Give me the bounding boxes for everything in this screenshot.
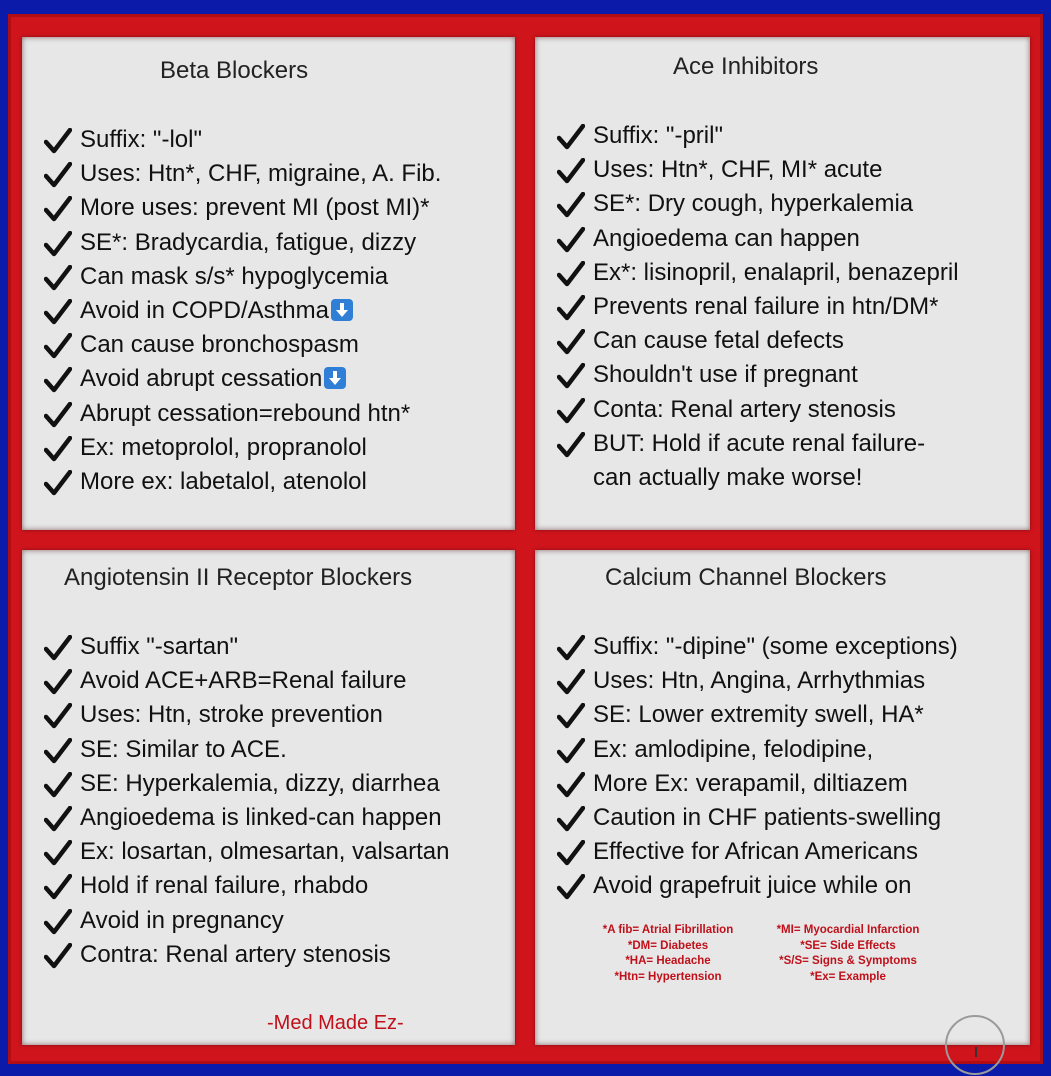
list-item xyxy=(44,123,441,157)
list-item xyxy=(557,222,959,256)
check-mark-icon xyxy=(44,806,72,832)
list-item xyxy=(557,153,959,187)
list-item-text: Angioedema is linked-can happen xyxy=(80,803,442,831)
check-mark-icon xyxy=(44,333,72,359)
check-mark-icon xyxy=(557,840,585,866)
check-mark-icon xyxy=(557,806,585,832)
list-item-text: Prevents renal failure in htn/DM* xyxy=(593,292,939,320)
list-item-text: Can cause bronchospasm xyxy=(80,331,359,359)
check-mark-icon xyxy=(44,265,72,291)
list-item-text: Ex*: lisinopril, enalapril, benazepril xyxy=(593,258,959,286)
check-mark-icon xyxy=(44,436,72,462)
check-mark-icon xyxy=(557,158,585,184)
list-item xyxy=(557,664,958,698)
check-mark-icon xyxy=(44,840,72,866)
check-mark-icon xyxy=(44,299,72,325)
list-item-text: More uses: prevent MI (post MI)* xyxy=(80,194,430,222)
list-item-text: Suffix "-sartan" xyxy=(80,633,238,660)
list-item-text: Uses: Htn, stroke prevention xyxy=(80,701,383,729)
panel-title: Angiotensin II Receptor Blockers xyxy=(64,564,413,591)
list-item xyxy=(44,465,441,499)
panel-title: Beta Blockers xyxy=(160,57,309,84)
check-mark-icon xyxy=(44,128,72,154)
list-item xyxy=(44,869,450,903)
list-item-text: Conta: Renal artery stenosis xyxy=(593,395,896,423)
list-item xyxy=(44,431,441,465)
list-item-text: Can cause fetal defects xyxy=(593,327,844,355)
list-item xyxy=(44,328,441,362)
list-item-text: Caution in CHF patients-swelling xyxy=(593,803,942,831)
list-item-text: Uses: Htn, Angina, Arrhythmias xyxy=(593,667,926,695)
list-item-text: Avoid ACE+ARB=Renal failure xyxy=(80,667,407,695)
list-item xyxy=(557,187,959,221)
panel-arb xyxy=(22,550,515,1045)
check-mark-icon xyxy=(44,738,72,764)
list-item-text: More ex: labetalol, atenolol xyxy=(80,467,367,495)
check-mark-icon xyxy=(557,192,585,218)
list-item xyxy=(44,733,450,767)
list-item xyxy=(557,358,959,392)
bullet-list xyxy=(44,123,441,499)
check-mark-icon xyxy=(557,635,585,661)
list-item xyxy=(557,393,959,427)
list-item-text: Ex: amlodipine, felodipine, xyxy=(593,735,874,763)
check-mark-icon xyxy=(44,367,72,393)
check-mark-icon xyxy=(557,124,585,150)
check-mark-icon xyxy=(44,470,72,496)
check-mark-icon xyxy=(44,943,72,969)
list-item xyxy=(44,191,441,225)
check-mark-icon xyxy=(44,669,72,695)
list-item xyxy=(557,427,959,461)
list-item xyxy=(557,733,958,767)
list-item xyxy=(557,835,958,869)
list-item xyxy=(44,904,450,938)
down-arrow-button-icon xyxy=(331,299,353,321)
list-item xyxy=(44,938,450,972)
abbreviation-legend-left xyxy=(593,923,743,985)
check-mark-icon xyxy=(557,261,585,287)
list-item xyxy=(44,260,441,294)
list-item xyxy=(44,294,441,328)
list-item xyxy=(557,119,959,153)
panel-title: Calcium Channel Blockers xyxy=(605,564,887,591)
check-mark-icon xyxy=(44,874,72,900)
legend-line: *HA= Headache xyxy=(625,955,711,967)
list-item-text: Avoid in COPD/Asthma xyxy=(80,296,329,324)
list-item xyxy=(557,869,958,903)
check-mark-icon xyxy=(44,231,72,257)
panel-beta-blockers xyxy=(22,37,515,530)
list-item xyxy=(44,630,450,664)
check-mark-icon xyxy=(557,772,585,798)
check-mark-icon xyxy=(44,196,72,222)
list-item-text: SE: Lower extremity swell, HA* xyxy=(593,701,924,729)
check-mark-icon xyxy=(44,402,72,428)
list-item xyxy=(44,362,441,396)
check-mark-icon xyxy=(557,398,585,424)
list-item-text: SE*: Dry cough, hyperkalemia xyxy=(593,190,914,218)
panel-ace-inhibitors xyxy=(535,37,1030,530)
legend-line: *S/S= Signs & Symptoms xyxy=(779,955,917,967)
list-item-text: Can mask s/s* hypoglycemia xyxy=(80,262,389,290)
list-item-text: BUT: Hold if acute renal failure- xyxy=(593,429,926,457)
abbreviation-legend-right xyxy=(763,923,933,985)
list-item xyxy=(557,698,958,732)
legend-line: *DM= Diabetes xyxy=(627,939,709,952)
list-item-text: Uses: Htn*, CHF, migraine, A. Fib. xyxy=(80,160,442,188)
circle-badge-icon xyxy=(945,1015,1005,1075)
bullet-list xyxy=(557,119,959,495)
check-mark-icon xyxy=(557,738,585,764)
list-item-text: Ex: losartan, olmesartan, valsartan xyxy=(80,838,450,866)
check-mark-icon xyxy=(44,703,72,729)
list-item-text: Suffix: "-lol" xyxy=(80,126,202,153)
list-item-text: SE: Similar to ACE. xyxy=(80,735,287,763)
check-mark-icon xyxy=(44,635,72,661)
panel-title: Ace Inhibitors xyxy=(673,53,819,80)
check-mark-icon xyxy=(557,363,585,389)
down-arrow-button-icon xyxy=(324,367,346,389)
list-item-text: Ex: metoprolol, propranolol xyxy=(80,433,367,461)
list-item xyxy=(557,324,959,358)
list-item xyxy=(44,698,450,732)
check-mark-icon xyxy=(44,909,72,935)
legend-line: *Ex= Example xyxy=(810,970,886,983)
list-item-text: More Ex: verapamil, diltiazem xyxy=(593,769,908,797)
check-mark-icon xyxy=(557,703,585,729)
list-item-text: Hold if renal failure, rhabdo xyxy=(80,872,369,900)
list-item-text: Shouldn't use if pregnant xyxy=(593,361,858,389)
list-item xyxy=(557,801,958,835)
list-item-text: SE: Hyperkalemia, dizzy, diarrhea xyxy=(80,769,440,797)
list-item xyxy=(44,664,450,698)
list-item xyxy=(44,397,441,431)
check-mark-icon xyxy=(557,329,585,355)
list-item-text: Suffix: "-pril" xyxy=(593,122,723,149)
list-item-text: Contra: Renal artery stenosis xyxy=(80,940,391,968)
bullet-list xyxy=(44,630,450,972)
list-item-text: Avoid abrupt cessation xyxy=(80,365,323,393)
list-item xyxy=(44,801,450,835)
check-mark-icon xyxy=(557,227,585,253)
list-item-text: Uses: Htn*, CHF, MI* acute xyxy=(593,156,883,184)
list-item-text: SE*: Bradycardia, fatigue, dizzy xyxy=(80,228,417,256)
bullet-list xyxy=(557,630,958,904)
list-item xyxy=(557,290,959,324)
list-item xyxy=(44,226,441,260)
list-item xyxy=(44,767,450,801)
list-item-text: Angioedema can happen xyxy=(593,224,860,252)
list-item xyxy=(557,767,958,801)
list-item xyxy=(557,630,958,664)
legend-line: *A fib= Atrial Fibrillation xyxy=(602,924,734,936)
panel-calcium-channel-blockers xyxy=(535,550,1030,1045)
check-mark-icon xyxy=(44,772,72,798)
list-item-text: Effective for African Americans xyxy=(593,838,919,866)
list-item-text: Avoid in pregnancy xyxy=(80,906,284,934)
list-item-text: Abrupt cessation=rebound htn* xyxy=(80,399,411,427)
list-item xyxy=(44,835,450,869)
check-mark-icon xyxy=(557,874,585,900)
list-item-text: Suffix: "-dipine" (some exceptions) xyxy=(593,633,958,660)
list-item-continuation: can actually make worse! xyxy=(593,463,863,491)
list-item xyxy=(44,157,441,191)
list-item xyxy=(557,256,959,290)
legend-line: *MI= Myocardial Infarction xyxy=(776,924,920,936)
check-mark-icon xyxy=(557,295,585,321)
brand-signature: -Med Made Ez- xyxy=(267,1012,404,1034)
outer-frame xyxy=(8,14,1043,1064)
check-mark-icon xyxy=(44,162,72,188)
list-item-text: Avoid grapefruit juice while on xyxy=(593,872,912,900)
check-mark-icon xyxy=(557,669,585,695)
legend-line: *Htn= Hypertension xyxy=(614,970,722,983)
check-mark-icon xyxy=(557,432,585,458)
legend-line: *SE= Side Effects xyxy=(800,939,896,952)
